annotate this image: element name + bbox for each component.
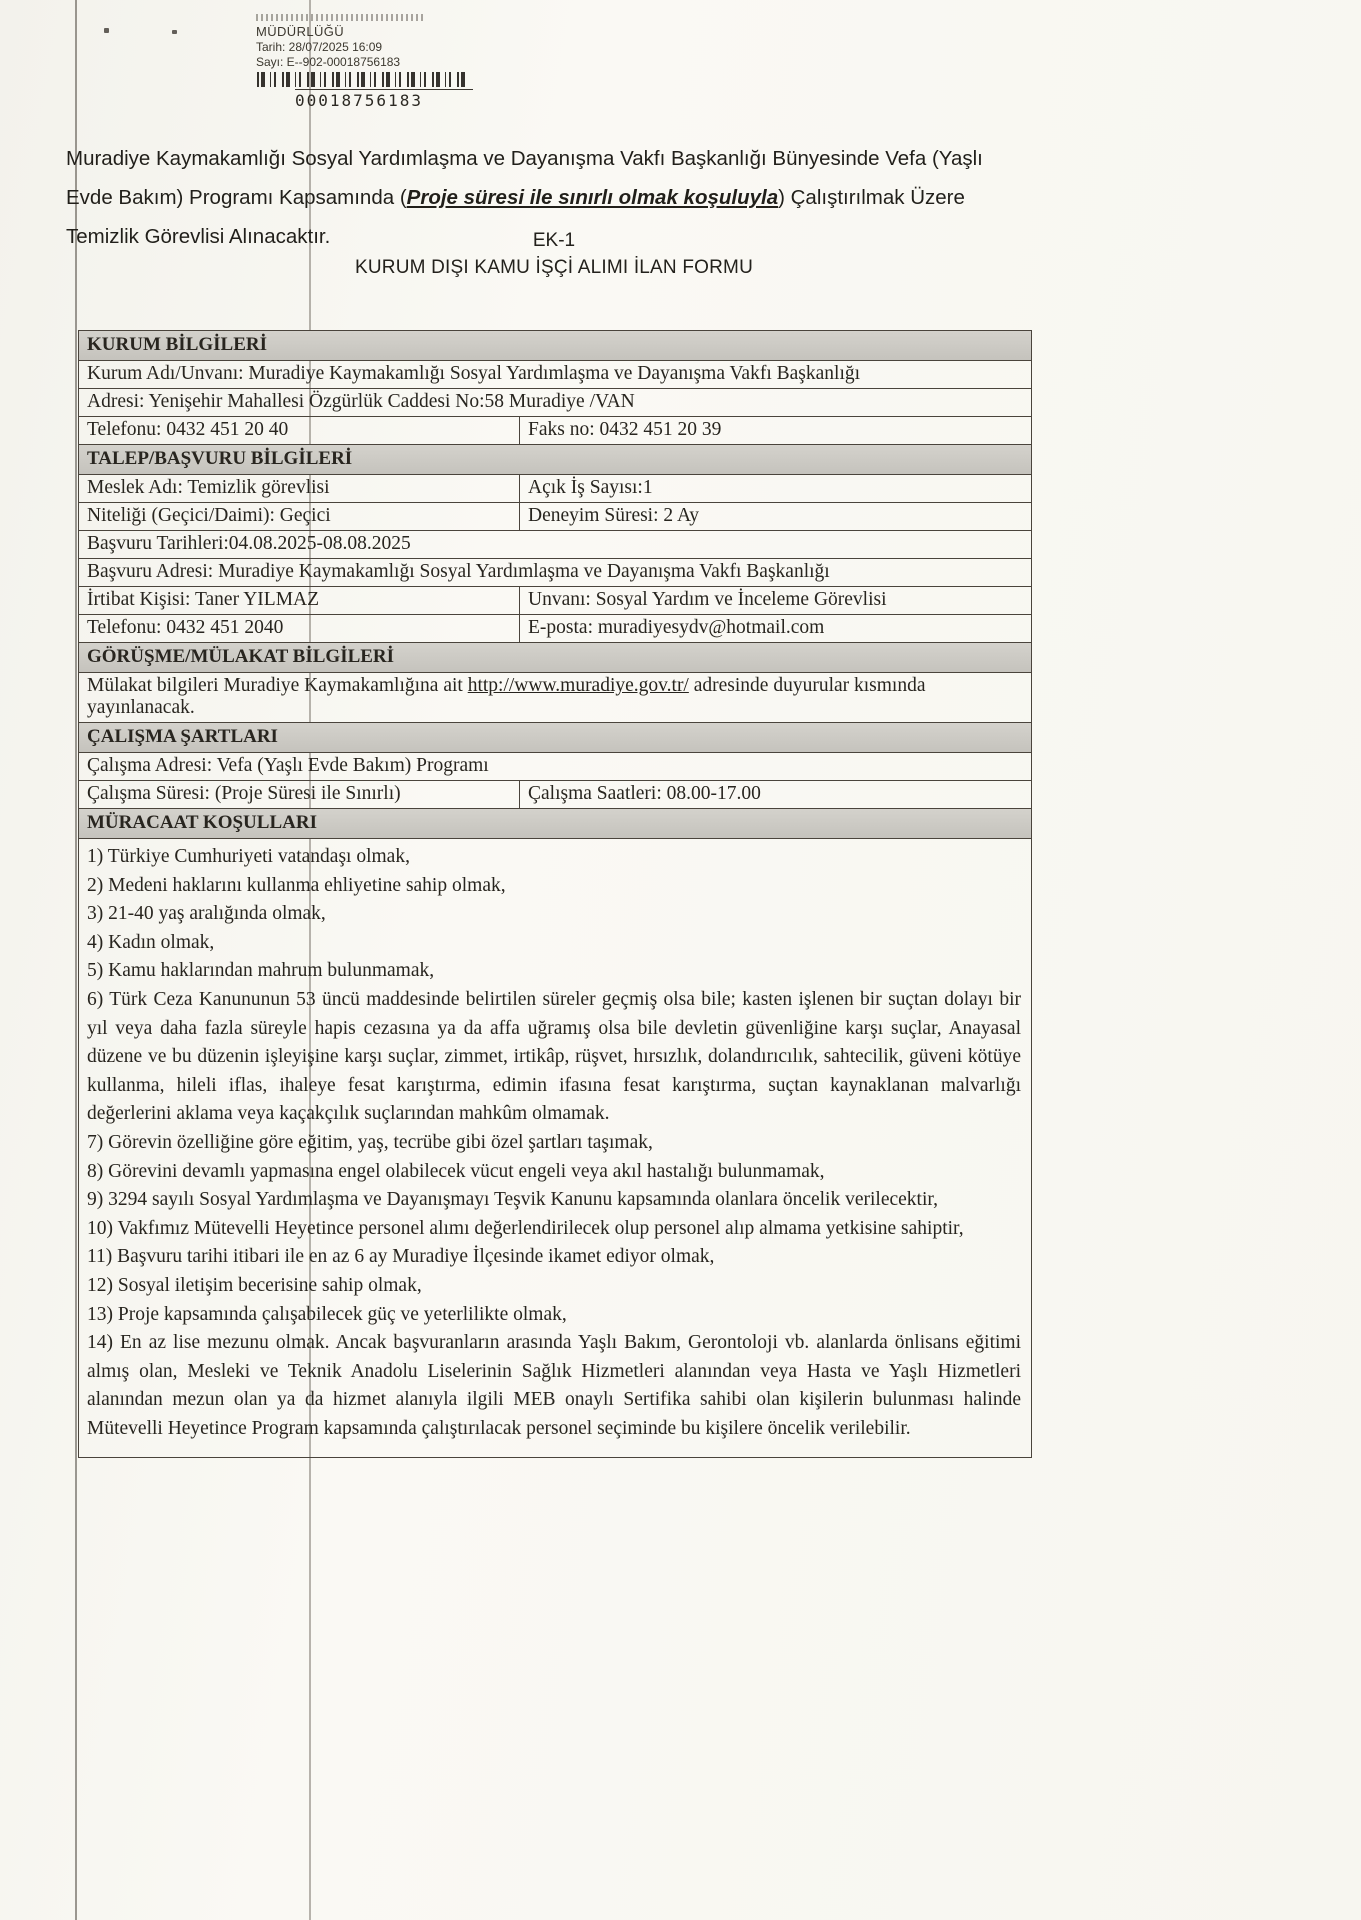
intro-text-before: Muradiye Kaymakamlığı Sosyal Yardımlaşma ve Dayanışma Vakfı Başkanlığı Bünyesinde Vefa (Yaşlı Evde Bakım) Programı Kapsamında ( (66, 147, 983, 209)
row-niteligi-deneyim (79, 502, 1031, 530)
row-kurum-adi: Kurum Adı/Unvanı: Muradiye Kaymakamlığı Sosyal Yardımlaşma ve Dayanışma Vakfı Başkanlığı (79, 360, 1031, 388)
scan-speck (104, 28, 109, 33)
cell-eposta: E-posta: muradiyesydv@hotmail.com (528, 617, 825, 638)
row-telefon-eposta (79, 614, 1031, 642)
section-header-gorusme: GÖRÜŞME/MÜLAKAT BİLGİLERİ (79, 642, 1031, 672)
cell-telefonu2: Telefonu: 0432 451 2040 (79, 615, 520, 642)
condition-item: 1) Türkiye Cumhuriyeti vatandaşı olmak, (87, 846, 410, 867)
mulakat-text-before: Mülakat bilgileri Muradiye Kaymakamlığına ait (87, 675, 468, 696)
form-title: KURUM DIŞI KAMU İŞÇİ ALIMI İLAN FORMU (354, 257, 753, 278)
condition-item: 6) Türk Ceza Kanununun 53 üncü maddesinde belirtilen süreler geçmiş olsa bile; kasten işlenen bir suçtan dolayı bir yıl veya daha fazla süreyle hapis cezasına ya da affa uğramış olsa bile devletin güvenliğine karşı suçlar, Anayasal düzene ve bu düzenin işleyişine karşı suçlar, zimmet, irtikâp, rüşvet, hırsızlık, dolandırıcılık, sahtecilik, güveni kötüye kullanma, hileli iflas, ihaleye fesat karıştırma, edimin ifasına fesat karıştırma, suçtan kaynaklanan malvarlığı değerlerini aklama veya kaçakçılık suçlarından mahkûm olmamak. (87, 988, 1021, 1125)
cell-calisma-saatleri: Çalışma Saatleri: 08.00-17.00 (528, 783, 761, 804)
cell-meslek: Meslek Adı: Temizlik görevlisi (79, 475, 520, 502)
condition-item: 7) Görevin özelliğine göre eğitim, yaş, tecrübe gibi özel şartları taşımak, (87, 1131, 653, 1153)
cell-telefonu: Telefonu: 0432 451 20 40 (79, 417, 520, 444)
stamp-office-line: MÜDÜRLÜĞÜ (256, 24, 345, 39)
condition-item: 10) Vakfımız Mütevelli Heyetince personel alımı değerlendirilecek olup personel alıp almama yetkisine sahiptir, (87, 1217, 964, 1239)
section-header-calisma: ÇALIŞMA ŞARTLARI (79, 722, 1031, 752)
ilan-form-table (78, 330, 1032, 1458)
row-basvuru-tarihleri: Başvuru Tarihleri:04.08.2025-08.08.2025 (79, 530, 1031, 558)
cell-unvani: Unvanı: Sosyal Yardım ve İnceleme Görevlisi (528, 589, 887, 610)
section-header-muracaat: MÜRACAAT KOŞULLARI (79, 808, 1031, 838)
intro-text-after: ) Çalıştırılmak Üzere Temizlik Görevlisi Alınacaktır. (66, 186, 965, 248)
condition-item: 3) 21-40 yaş aralığında olmak, (87, 903, 326, 925)
condition-item: 5) Kamu haklarından mahrum bulunmamak, (87, 960, 435, 982)
registry-stamp (256, 14, 424, 70)
stamp-number-line: Sayı: E--902-00018756183 (256, 55, 401, 69)
cell-irtibat: İrtibat Kişisi: Taner YILMAZ (79, 587, 520, 614)
condition-item: 14) En az lise mezunu olmak. Ancak başvuranların arasında Yaşlı Bakım, Gerontoloji vb. alanlarda önlisans eğitimi almış olan, Mesleki ve Teknik Anadolu Liselerinin Sağlık Hizmetleri alanından veya Hasta ve Yaşlı Hizmetleri alanından mezun olan ya da hizmet alanıyla ilgili MEB onaylı Sertifika sahibi olan kişilerin bulunması halinde Mütevelli Heyetince Program kapsamında çalıştırılacak personel seçiminde bu kişilere öncelik verilebilir. (87, 1332, 1021, 1439)
section-header-kurum: KURUM BİLGİLERİ (79, 331, 1031, 360)
mulakat-url: http://www.muradiye.gov.tr/ (467, 675, 689, 696)
barcode-block (257, 72, 473, 110)
cell-acik-is: Açık İş Sayısı:1 (528, 477, 653, 498)
condition-item: 4) Kadın olmak, (87, 931, 215, 953)
scan-edge-line (75, 0, 77, 1920)
barcode-number: 00018756183 (295, 89, 473, 110)
row-basvuru-adresi: Başvuru Adresi: Muradiye Kaymakamlığı Sosyal Yardımlaşma ve Dayanışma Vakfı Başkanlığı (79, 558, 1031, 586)
scan-speck (172, 30, 177, 34)
conditions-list (79, 838, 1031, 1457)
condition-item: 2) Medeni haklarını kullanma ehliyetine sahip olmak, (87, 874, 506, 896)
stamp-date-line: Tarih: 28/07/2025 16:09 (256, 40, 383, 54)
cell-faks: Faks no: 0432 451 20 39 (528, 419, 722, 440)
row-meslek-acikis (79, 474, 1031, 502)
condition-item: 11) Başvuru tarihi itibari ile en az 6 ay Muradiye İlçesinde ikamet ediyor olmak, (87, 1246, 715, 1268)
row-mulakat (79, 672, 1031, 722)
stamp-clipped-text (256, 14, 424, 21)
barcode-icon (257, 72, 469, 87)
mulakat-text-after: adresinde duyurular kısmında yayınlanacak. (87, 675, 926, 718)
ek-label: EK-1 (532, 230, 576, 251)
condition-item: 8) Görevini devamlı yapmasına engel olabilecek vücut engeli veya akıl hastalığı bulunmamak, (87, 1160, 825, 1182)
row-calisma-adresi: Çalışma Adresi: Vefa (Yaşlı Evde Bakım) Programı (79, 752, 1031, 780)
row-telefon-faks (79, 416, 1031, 444)
row-irtibat-unvan (79, 586, 1031, 614)
intro-text-underlined: Proje süresi ile sınırlı olmak koşuluyla (406, 186, 779, 209)
cell-calisma-suresi: Çalışma Süresi: (Proje Süresi ile Sınırlı) (79, 781, 520, 808)
row-adresi: Adresi: Yenişehir Mahallesi Özgürlük Caddesi No:58 Muradiye /VAN (79, 388, 1031, 416)
section-header-talep: TALEP/BAŞVURU BİLGİLERİ (79, 444, 1031, 474)
cell-niteligi: Niteliği (Geçici/Daimi): Geçici (79, 503, 520, 530)
cell-deneyim: Deneyim Süresi: 2 Ay (528, 505, 699, 526)
condition-item: 12) Sosyal iletişim becerisine sahip olmak, (87, 1274, 422, 1296)
condition-item: 9) 3294 sayılı Sosyal Yardımlaşma ve Dayanışmayı Teşvik Kanunu kapsamında olanlara öncelik verilecektir, (87, 1189, 938, 1211)
condition-item: 13) Proje kapsamında çalışabilecek güç ve yeterlilikte olmak, (87, 1303, 567, 1325)
row-suresi-saatleri (79, 780, 1031, 808)
